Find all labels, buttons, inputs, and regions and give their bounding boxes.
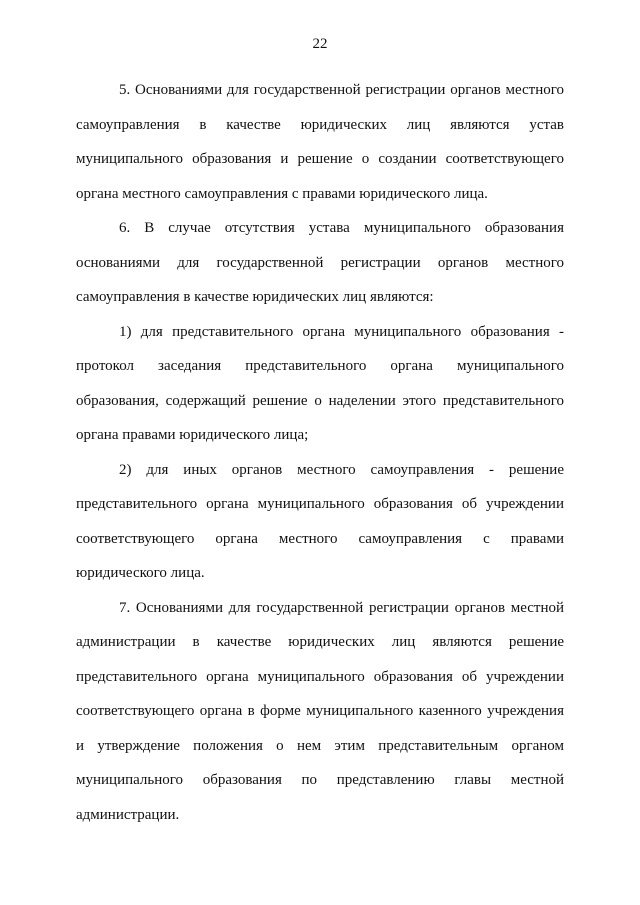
page-number: 22 — [312, 36, 328, 52]
text-line: и утверждение положения о нем этим представительным органом — [76, 737, 564, 754]
text-line: органа местного самоуправления с правами юридического лица. — [76, 185, 488, 202]
text-line: самоуправления в качестве юридических лиц являются: — [76, 289, 434, 305]
document-body — [76, 73, 564, 832]
text-line: 6. В случае отсутствия устава муниципального образования — [119, 220, 564, 236]
text-line: представительного органа муниципального образования об учреждении — [76, 496, 564, 512]
text-line: 7. Основаниями для государственной регистрации органов местной — [119, 599, 564, 616]
text-line: муниципального образования и решение о создании соответствующего — [76, 151, 564, 167]
paragraph-6 — [76, 211, 564, 315]
text-line: самоуправления в качестве юридических лиц являются устав — [76, 116, 564, 133]
paragraph-7 — [76, 591, 564, 833]
text-line: представительного органа муниципального образования об учреждении — [76, 668, 564, 685]
paragraph-6-item-2 — [76, 453, 564, 591]
text-line: 2) для иных органов местного самоуправления - решение — [119, 461, 564, 478]
paragraph-6-item-1 — [76, 315, 564, 453]
text-line: юридического лица. — [76, 565, 205, 581]
text-line: муниципального образования, содержащий решение о наделении этого — [76, 358, 564, 409]
text-line: 5. Основаниями для государственной регистрации органов местного — [119, 82, 564, 98]
text-line: основаниями для государственной регистрации органов местного — [76, 254, 564, 271]
paragraph-5 — [76, 73, 564, 211]
text-line: соответствующего органа местного самоуправления с правами — [76, 530, 564, 547]
text-line: образования - протокол заседания представительного органа — [76, 323, 564, 374]
text-line: муниципального образования по представлению главы местной — [76, 772, 564, 788]
text-line: представительного органа правами юридического лица; — [76, 392, 564, 443]
text-line: администрации. — [76, 806, 180, 823]
text-line: соответствующего органа в форме муниципального казенного учреждения — [76, 703, 564, 719]
text-line: 1) для представительного органа муниципального — [119, 323, 462, 340]
text-line: администрации в качестве юридических лиц являются решение — [76, 634, 564, 650]
